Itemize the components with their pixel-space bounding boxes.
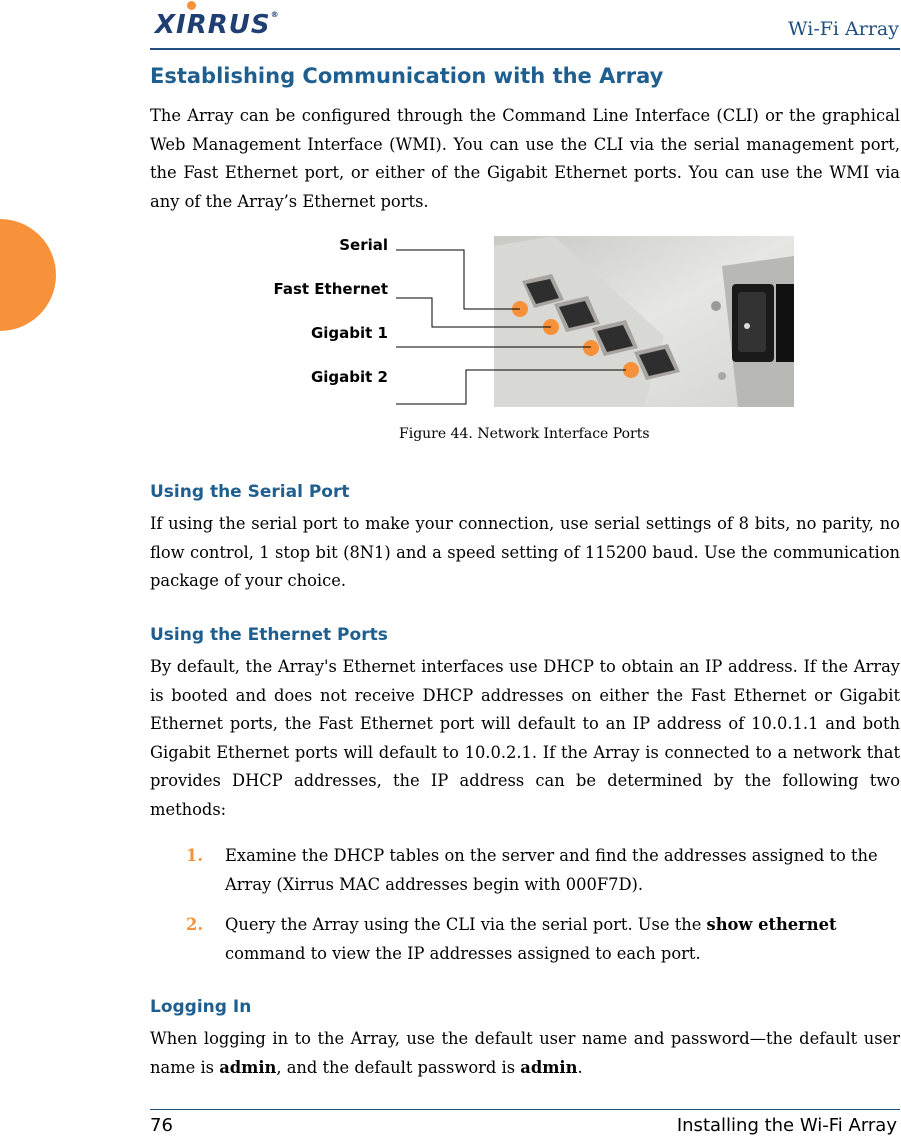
login-text-part: , and the default password is — [276, 1057, 521, 1077]
chapter-tab-marker — [0, 219, 56, 331]
list-item-text — [225, 911, 900, 968]
list-item — [186, 911, 900, 968]
ethernet-ports-heading: Using the Ethernet Ports — [150, 625, 388, 645]
logging-in-heading: Logging In — [150, 997, 252, 1017]
figure-caption: Figure 44. Network Interface Ports — [399, 426, 650, 442]
footer-rule — [150, 1109, 900, 1110]
ethernet-ports-paragraph: By default, the Array's Ethernet interfaces use DHCP to obtain an IP address. If the Array is booted and does not receive DHCP addresses on either the Fast Ethernet or Gigabit Ethernet ports, the Fast Ethernet port will default to an IP address of 10.0.1.1 and both Gigabit Ethernet ports will default to 10.0.2.1. If the Array is connected to a network that provides DHCP addresses, the IP address can be determined by the following two methods: — [150, 657, 900, 819]
list-item — [186, 842, 900, 899]
label-gigabit-2: Gigabit 2 — [310, 368, 388, 386]
logo-text: XIRRUS — [155, 10, 271, 40]
list-item-number: 1. — [186, 846, 203, 865]
screw-icon — [711, 301, 721, 311]
header-rule — [150, 48, 900, 50]
label-serial: Serial — [339, 236, 388, 254]
command-show-ethernet: show ethernet — [706, 915, 837, 934]
logo-registered-mark: ® — [270, 10, 280, 19]
label-fast-ethernet: Fast Ethernet — [273, 280, 388, 298]
footer-chapter-title: Installing the Wi-Fi Array — [676, 1115, 897, 1136]
xirrus-logo — [155, 10, 280, 40]
intro-paragraph: The Array can be configured through the Command Line Interface (CLI) or the graphical Web Management Interface (WMI). You can use the CLI via the serial management port, the Fast Ethernet port, or either of the Gigabit Ethernet ports. You can use the WMI via any of the Array’s Ethernet ports. — [150, 106, 900, 211]
login-text-part: . — [577, 1057, 583, 1077]
default-password: admin — [520, 1057, 578, 1077]
logo-dot-icon — [187, 1, 196, 10]
logging-in-paragraph — [150, 1025, 900, 1082]
list-item-text-part: Query the Array using the CLI via the serial port. Use the — [225, 915, 707, 934]
page-number: 76 — [150, 1115, 173, 1136]
login-text-part: When logging in to the Array, use the default user name and password—the default user name is — [150, 1029, 900, 1077]
callout-leader-lines — [396, 246, 626, 411]
serial-port-heading: Using the Serial Port — [150, 482, 350, 502]
section-title: Establishing Communication with the Array — [150, 64, 664, 88]
label-gigabit-1: Gigabit 1 — [310, 324, 388, 342]
default-username: admin — [219, 1057, 277, 1077]
list-item-text-part: command to view the IP addresses assigned to each port. — [225, 943, 701, 963]
list-item-text: Examine the DHCP tables on the server and find the addresses assigned to the Array (Xirrus MAC addresses begin with 000F7D). — [225, 846, 878, 894]
serial-port-paragraph: If using the serial port to make your connection, use serial settings of 8 bits, no parity, no flow control, 1 stop bit (8N1) and a speed setting of 115200 baud. Use the communication package of your choice. — [150, 514, 900, 590]
list-item-number: 2. — [186, 915, 203, 934]
running-header-title: Wi-Fi Array — [788, 18, 899, 40]
screw-icon — [718, 372, 726, 380]
